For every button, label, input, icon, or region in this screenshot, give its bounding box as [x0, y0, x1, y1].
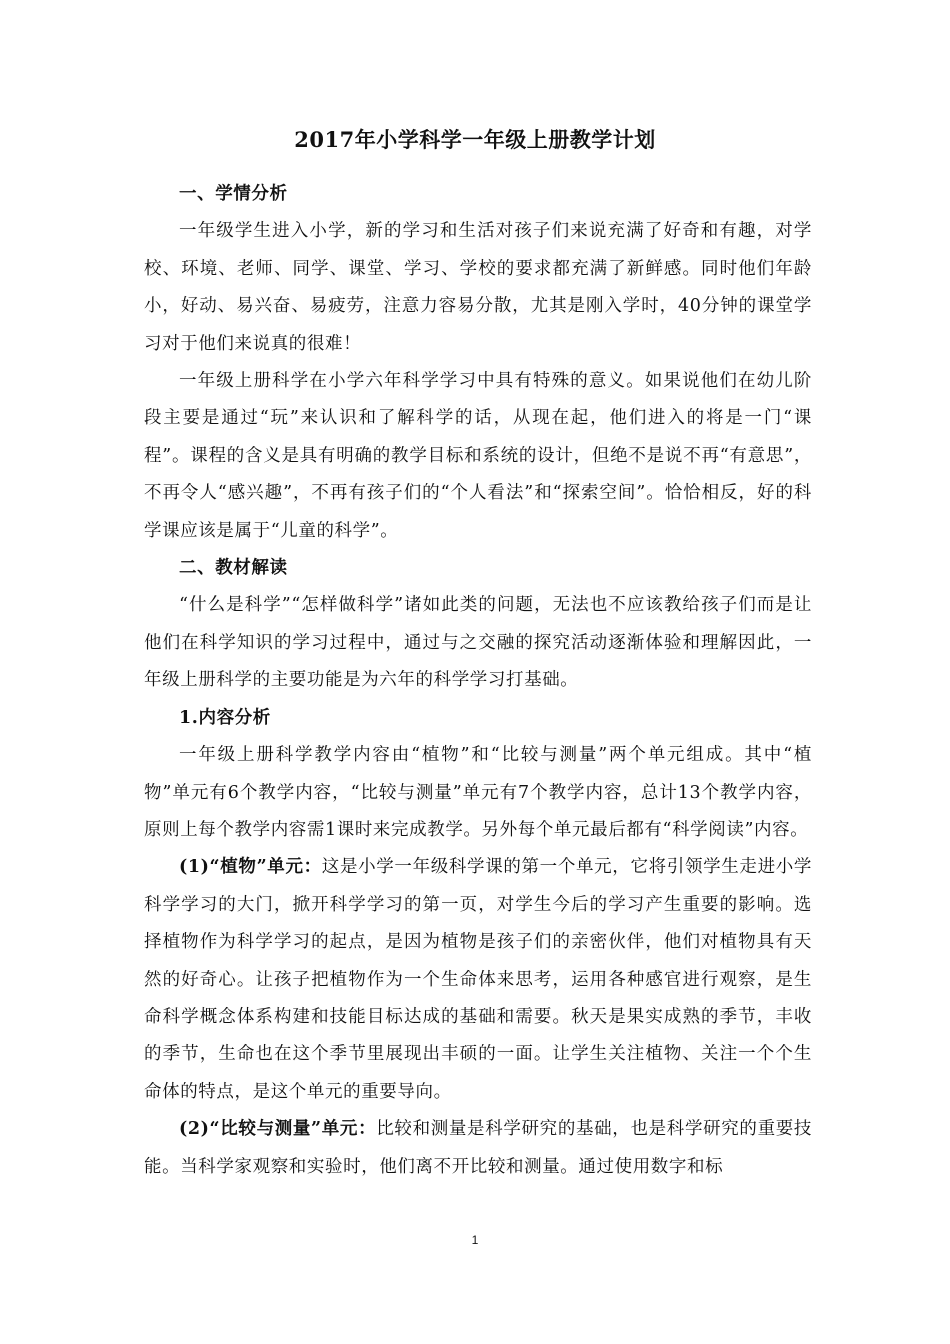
- document-body: [144, 176, 812, 1186]
- section-heading-textbook-reading: 二、教材解读: [179, 558, 288, 579]
- subsection-heading-content-analysis: 1.内容分析: [179, 707, 271, 728]
- compare-measure-unit-label: (2)“比较与测量”单元：: [179, 1119, 377, 1140]
- paragraph-compare-measure-unit: [144, 1111, 812, 1186]
- page-number: 1: [471, 1233, 479, 1247]
- section-heading-learning-analysis: 一、学情分析: [179, 184, 288, 204]
- document-title: 2017年小学科学一年级上册教学计划: [294, 127, 656, 152]
- paragraph-what-is-science: “什么是科学”“怎样做科学”诸如此类的问题，无法也不应该教给孩子们而是让他们在科学知识的学习过程中，通过与之交融的探究活动逐渐体验和理解因此，一年级上册科学的主要功能是为六年的科学学习打基础。: [144, 595, 812, 691]
- paragraph-student-situation: 一年级学生进入小学，新的学习和生活对孩子们来说充满了好奇和有趣，对学校、环境、老师、同学、课堂、学习、学校的要求都充满了新鲜感。同时他们年龄小，好动、易兴奋、易疲劳，注意力容易分散，尤其是刚入学时，40分钟的课堂学习对于他们来说真的很难！: [144, 221, 812, 354]
- paragraph-content-overview: 一年级上册科学教学内容由“植物”和“比较与测量”两个单元组成。其中“植物”单元有6个教学内容，“比较与测量”单元有7个教学内容，总计13个教学内容，原则上每个教学内容需1课时来完成教学。另外每个单元最后都有“科学阅读”内容。: [144, 745, 812, 840]
- plant-unit-label: (1)“植物”单元：: [179, 857, 322, 878]
- plant-unit-text: 这是小学一年级科学课的第一个单元，它将引领学生走进小学科学学习的大门，掀开科学学习的第一页，对学生今后的学习产生重要的影响。选择植物作为科学学习的起点，是因为植物是孩子们的亲密伙伴，他们对植物具有天然的好奇心。让孩子把植物作为一个生命体来思考，运用各种感官进行观察，是生命科学概念体系构建和技能目标达成的基础和需要。秋天是果实成熟的季节，丰收的季节，生命也在这个季节里展现出丰硕的一面。让学生关注植物、关注一个个生命体的特点，是这个单元的重要导向。: [144, 857, 812, 1102]
- compare-measure-unit-text: 比较和测量是科学研究的基础，也是科学研究的重要技能。当科学家观察和实验时，他们离不开比较和测量。通过使用数字和标: [144, 1119, 812, 1177]
- paragraph-plant-unit: [144, 849, 812, 1111]
- paragraph-course-significance: 一年级上册科学在小学六年科学学习中具有特殊的意义。如果说他们在幼儿阶段主要是通过“玩”来认识和了解科学的话，从现在起，他们进入的将是一门“课程”。课程的含义是具有明确的教学目标和系统的设计，但绝不是说不再“有意思”，不再令人“感兴趣”，不再有孩子们的“个人看法”和“探索空间”。恰恰相反，好的科学课应该是属于“儿童的科学”。: [144, 371, 812, 541]
